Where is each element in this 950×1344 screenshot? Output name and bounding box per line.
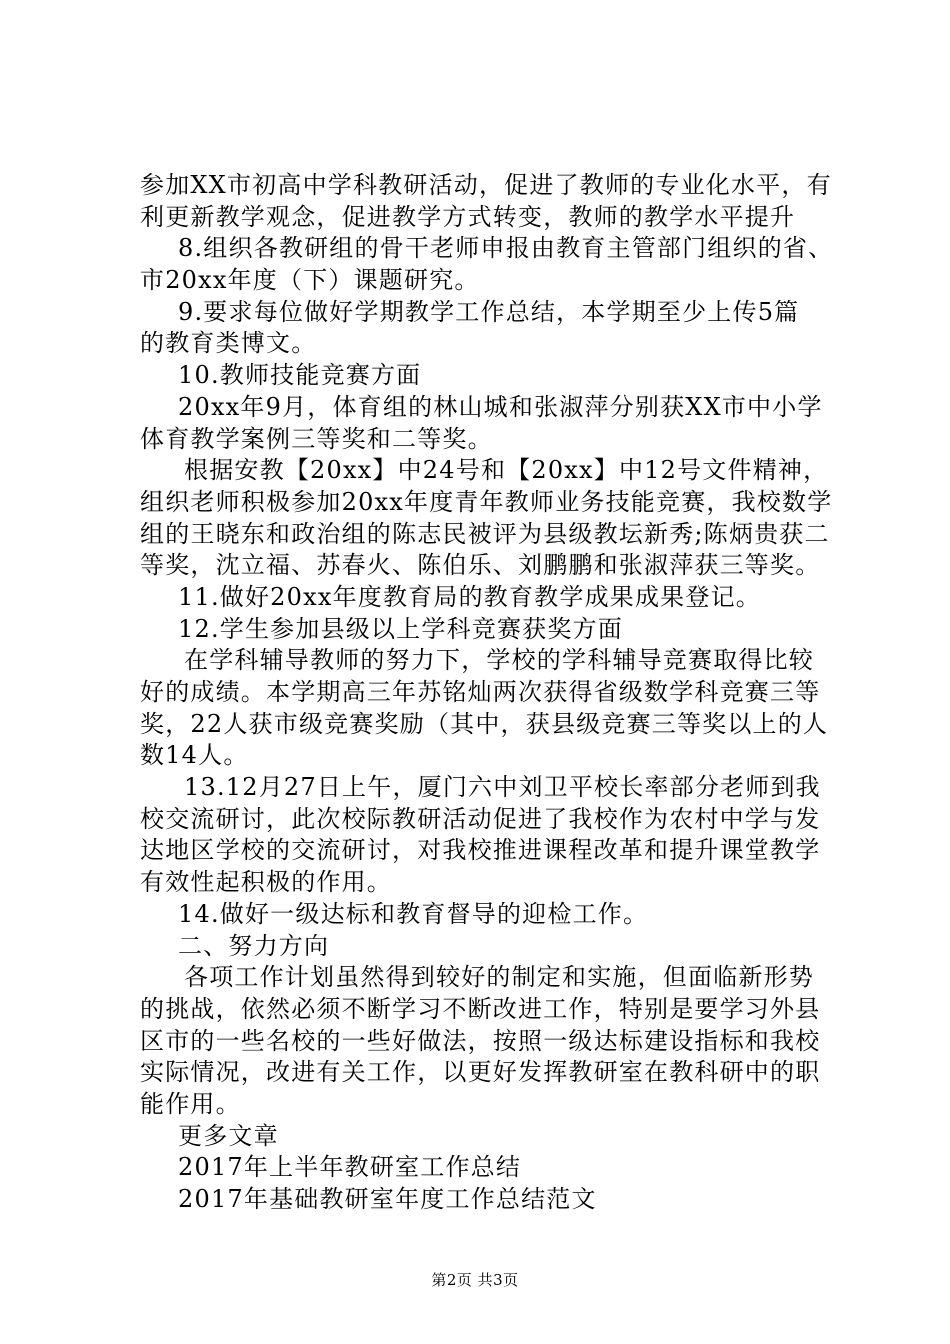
text-line: 校交流研讨，此次校际教研活动促进了我校作为农村中学与发 [140,804,821,833]
text-line: 达地区学校的交流研讨，对我校推进课程改革和提升课堂教学 [140,836,821,865]
list-item-11: 11.做好20xx年度教育局的教育教学成果成果登记。 [178,582,761,611]
text-line: 等奖，沈立福、苏春火、陈伯乐、刘鹏鹏和张淑萍获三等奖。 [140,551,821,580]
text-line: 能作用。 [140,1089,241,1118]
text-line: 利更新教学观念，促进教学方式转变，教师的教学水平提升 [140,202,796,231]
list-item-13: 13.12月27日上午，厦门六中刘卫平校长率部分老师到我 [184,773,821,802]
text-line: 奖，22人获市级竞赛奖励（其中，获县级竞赛三等奖以上的人 [140,709,829,738]
text-line: 的教育类博文。 [140,329,317,358]
article-link[interactable]: 2017年上半年教研室工作总结 [178,1153,522,1182]
text-line: 各项工作计划虽然得到较好的制定和实施，但面临新形势 [184,963,814,992]
text-line: 有效性起积极的作用。 [140,868,392,897]
section-heading-12: 12.学生参加县级以上学科竞赛获奖方面 [178,614,623,643]
text-line: 实际情况，改进有关工作，以更好发挥教研室在教科研中的职 [140,1058,821,1087]
text-line: 区市的一些名校的一些好做法，按照一级达标建设指标和我校 [140,1026,821,1055]
text-line: 好的成绩。本学期高三年苏铭灿两次获得省级数学科竞赛三等 [140,678,821,706]
section-heading: 二、努力方向 [178,931,330,960]
text-line: 市20xx年度（下）课题研究。 [140,266,480,295]
text-line: 组的王晓东和政治组的陈志民被评为县级教坛新秀;陈炳贵获二 [140,519,830,548]
list-item-8: 8.组织各教研组的骨干老师申报由教育主管部门组织的省、 [178,234,834,263]
page-number: 第2页 共3页 [431,1271,519,1289]
more-articles-heading: 更多文章 [178,1121,279,1150]
document-body [140,170,840,1216]
list-item-9: 9.要求每位做好学期教学工作总结，本学期至少上传5篇 [178,297,800,326]
text-line: 的挑战，依然必须不断学习不断改进工作，特别是要学习外县 [140,994,821,1023]
article-link[interactable]: 2017年基础教研室年度工作总结范文 [178,1185,597,1213]
text-line: 20xx年9月，体育组的林山城和张淑萍分别获XX市中小学 [178,392,823,421]
text-line: 参加XX市初高中学科教研活动，促进了教师的专业化水平，有 [140,171,832,199]
list-item-14: 14.做好一级达标和教育督导的迎检工作。 [178,899,649,928]
text-line: 根据安教【20xx】中24号和【20xx】中12号文件精神， [184,456,829,485]
text-line: 在学科辅导教师的努力下，学校的学科辅导竞赛取得比较 [184,646,814,675]
text-line: 数14人。 [140,741,249,770]
text-line: 组织老师积极参加20xx年度青年教师业务技能竞赛，我校数学 [140,487,833,516]
text-line: 体育教学案例三等奖和二等奖。 [140,424,493,453]
section-heading-10: 10.教师技能竞赛方面 [178,361,422,390]
